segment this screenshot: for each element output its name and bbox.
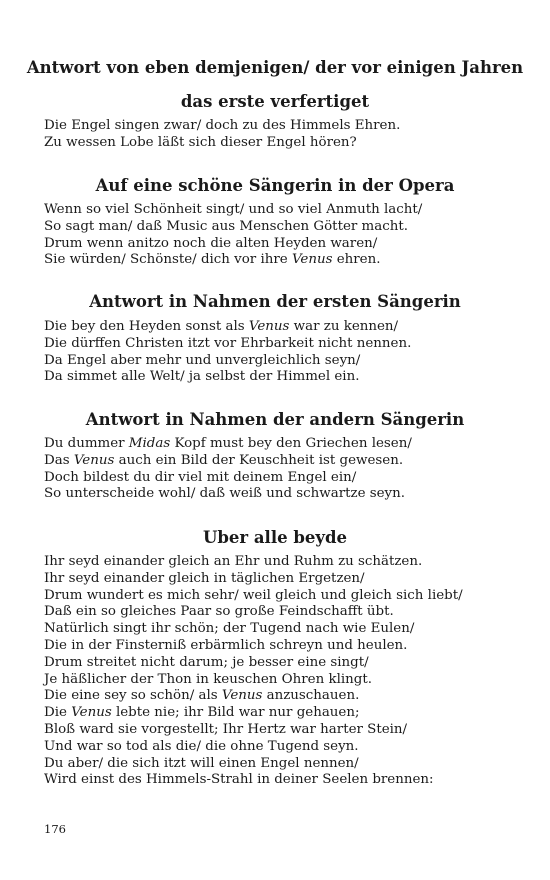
line-text: Die dürffen Christen itzt vor Ehrbarkeit nicht nennen. [44,335,412,351]
italic-name: Venus [291,252,333,268]
poem-line [44,571,524,588]
poem-line [44,756,524,773]
line-text: Bloß ward sie vorgestellt; Ihr Hertz war harter Stein/ [44,721,408,737]
italic-name: Venus [248,319,290,334]
line-text: Wenn so viel Schönheit singt/ und so viel Anmuth lacht/ [44,202,423,217]
poem-heading: Uber alle beyde [203,528,347,547]
poem-line [44,486,524,503]
poem-line [44,353,524,370]
poem-line [44,705,524,722]
line-text: Kopf must bey den Griechen lesen/ [170,436,412,451]
line-text: Du dummer [44,436,129,451]
line-text: Und war so tod als die/ die ohne Tugend seyn. [44,738,359,754]
line-text: Drum wundert es mich sehr/ weil gleich und gleich sich liebt/ [44,587,463,603]
italic-name: Venus [73,452,115,468]
line-text: Doch bildest du dir viel mit deinem Engel ein/ [44,469,357,485]
poem-line [44,722,524,739]
line-text: Ihr seyd einander gleich in täglichen Ergetzen/ [44,570,365,586]
poem-stanza [44,436,524,503]
poem-line [44,638,524,655]
line-text: Da simmet alle Welt/ ja selbst der Himmel ein. [44,369,360,385]
poem-line [44,739,524,756]
poem-line [44,369,524,386]
poem-line [44,688,524,705]
poem-line [44,470,524,487]
poem-heading: Auf eine schöne Sängerin in der Opera [95,176,455,195]
poem-stanza [44,202,524,269]
line-text: Je häßlicher der Thon in keuschen Ohren klingt. [44,671,372,687]
line-text: Drum streitet nicht darum; je besser eine singt/ [44,654,369,670]
line-text: Das [44,452,74,468]
poem-heading: Antwort in Nahmen der ersten Sängerin [89,292,461,311]
line-text: Die eine sey so schön/ als [44,688,222,704]
poem-stanza [44,118,524,152]
poem-heading: das erste verfertiget [180,92,370,111]
poem-line [44,336,524,353]
poem-line [44,672,524,689]
line-text: Da Engel aber mehr und unvergleichlich seyn/ [44,352,361,368]
line-text: Wird einst des Himmels-Strahl in deiner Seelen brennen: [44,772,434,788]
poem-line [44,655,524,672]
line-text: Natürlich singt ihr schön; der Tugend nach wie Eulen/ [44,621,415,637]
line-text: Ihr seyd einander gleich an Ehr und Ruhm zu schätzen. [44,554,423,569]
poem-stanza [44,319,524,386]
line-text: Daß ein so gleiches Paar so große Feindschafft übt. [44,604,394,620]
poem-stanza [44,554,524,789]
line-text: ehren. [332,252,381,268]
poem-line [44,252,524,269]
line-text: Zu wessen Lobe läßt sich dieser Engel hören? [44,134,357,150]
poem-line [44,554,524,571]
line-text: So unterscheide wohl/ daß weiß und schwartze seyn. [44,486,406,502]
poem-line [44,453,524,470]
poem-heading: Antwort in Nahmen der andern Sängerin [85,410,465,429]
poem-line [44,118,524,135]
poem-line [44,202,524,219]
poem-line [44,236,524,253]
poem-line [44,319,524,336]
poem-line [44,588,524,605]
page-number: 176 [44,822,66,836]
poem-line [44,772,524,789]
line-text: So sagt man/ daß Music aus Menschen Götter macht. [44,218,408,234]
poem-line [44,604,524,621]
line-text: war zu kennen/ [289,319,399,334]
line-text: Drum wenn anitzo noch die alten Heyden waren/ [44,235,378,251]
poem-line [44,219,524,236]
line-text: auch ein Bild der Keuschheit ist gewesen. [114,452,404,468]
line-text: Die [44,705,72,721]
line-text: lebte nie; ihr Bild war nur gehauen; [111,705,360,721]
poem-line [44,135,524,152]
italic-name: Midas [128,436,171,451]
italic-name: Venus [71,705,112,721]
italic-name: Venus [221,688,263,704]
poem-heading: Antwort von eben demjenigen/ der vor einigen Jahren [26,58,524,77]
line-text: Die in der Finsterniß erbärmlich schreyn und heulen. [44,637,408,653]
poem-line [44,436,524,453]
line-text: Die bey den Heyden sonst als [44,319,249,334]
poem-line [44,621,524,638]
line-text: Sie würden/ Schönste/ dich vor ihre [44,252,292,268]
line-text: anzuschauen. [262,688,360,704]
line-text: Die Engel singen zwar/ doch zu des Himmels Ehren. [44,118,401,133]
line-text: Du aber/ die sich itzt will einen Engel nennen/ [44,755,359,771]
